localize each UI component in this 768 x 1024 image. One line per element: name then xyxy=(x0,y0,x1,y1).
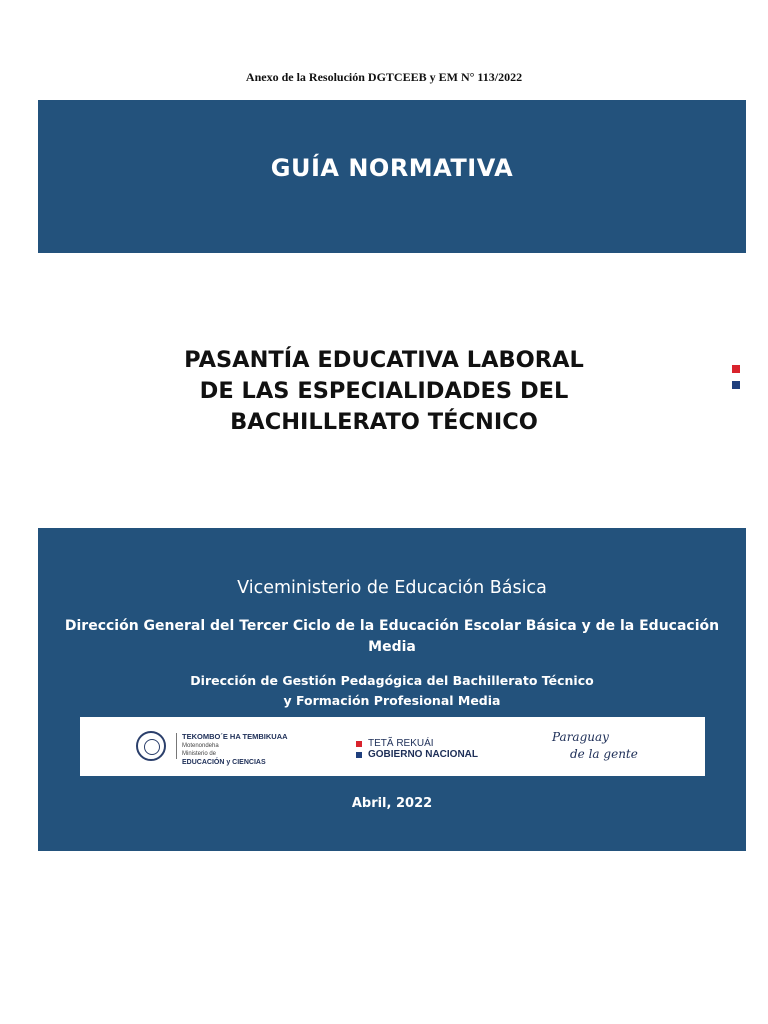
direccion-gestion-text xyxy=(38,671,746,711)
main-title-line-2: DE LAS ESPECIALIDADES DEL xyxy=(199,378,569,404)
national-seal-icon xyxy=(136,731,166,761)
publication-date: Abril, 2022 xyxy=(351,796,433,811)
main-title-line-1: PASANTÍA EDUCATIVA LABORAL xyxy=(184,347,584,373)
mec-logo-line-3: Ministerio de xyxy=(182,751,217,757)
mec-logo-line-1: TEKOMBO´E HA TEMBIKUAA xyxy=(182,732,288,741)
direccion-general-text: Dirección General del Tercer Ciclo de la Educación Escolar Básica y de la Educación Media xyxy=(64,618,720,655)
gov-logo-line-2: GOBIERNO NACIONAL xyxy=(368,749,478,760)
viceministerio-heading: Viceministerio de Educación Básica xyxy=(237,578,547,598)
red-square-mark xyxy=(732,365,740,373)
blue-square-icon xyxy=(356,752,362,758)
mec-logo-line-4: EDUCACIÓN y CIENCIAS xyxy=(182,758,266,766)
annex-header: Anexo de la Resolución DGTCEEB y EM N° 113/2022 xyxy=(245,70,523,84)
gobierno-nacional-logo xyxy=(356,738,478,760)
main-title xyxy=(60,345,708,438)
top-banner xyxy=(38,100,746,253)
logo-strip xyxy=(80,717,705,776)
gov-logo-line-1: TETÃ REKUÁI xyxy=(368,738,434,749)
blue-square-mark xyxy=(732,381,740,389)
slogan-line-2: de la gente xyxy=(570,747,638,761)
red-square-icon xyxy=(356,741,362,747)
main-title-line-3: BACHILLERATO TÉCNICO xyxy=(230,409,538,435)
paraguay-de-la-gente-logo xyxy=(552,729,638,763)
document-type-title: GUÍA NORMATIVA xyxy=(270,154,514,182)
slogan-line-1: Paraguay xyxy=(552,730,609,744)
bottom-banner xyxy=(38,528,746,851)
mec-logo xyxy=(182,733,288,767)
logo-divider xyxy=(176,733,177,759)
mec-logo-line-2: Motenondeha xyxy=(182,742,219,749)
direccion-gestion-line-1: Dirección de Gestión Pedagógica del Bachillerato Técnico xyxy=(190,673,594,688)
direccion-gestion-line-2: y Formación Profesional Media xyxy=(283,693,501,708)
